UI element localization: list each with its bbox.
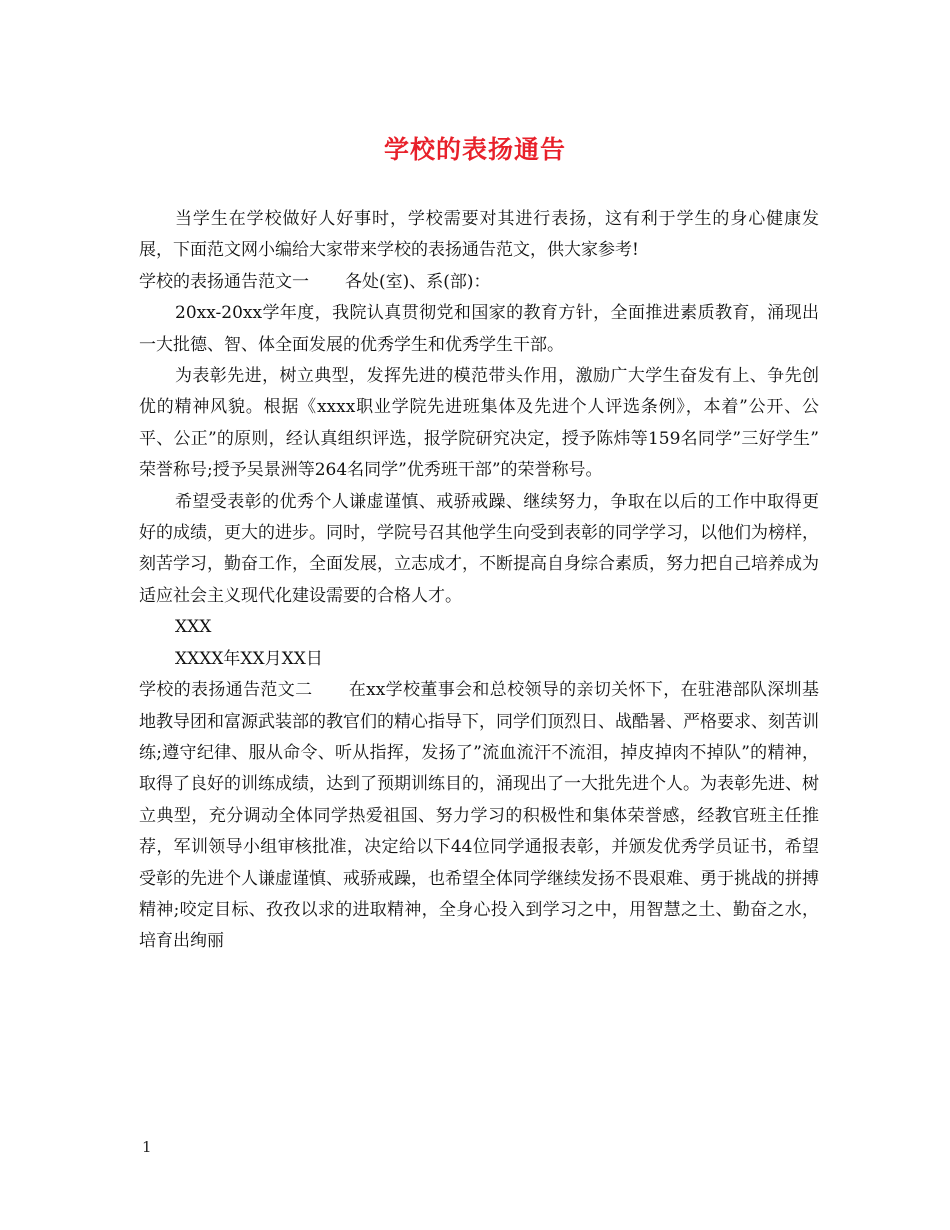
sample1-signature: XXX: [175, 617, 212, 638]
sample2-paragraph: [139, 675, 819, 958]
sample1-heading: 学校的表扬通告范文一: [139, 271, 309, 292]
sample1-paragraph-2: 为表彰先进，树立典型，发挥先进的模范带头作用，激励广大学生奋发有上、争先创优的精神风貌。根据《xxxx职业学院先进班集体及先进个人评选条例》，本着”公开、公平、公正”的原则，经认真组织评选，报学院研究决定，授予陈炜等159名同学”三好学生” 荣誉称号;授予吴景洲等264名同学”优秀班干部”的荣誉称号。: [139, 366, 819, 481]
sample1-salutation: 各处(室)、系(部)：: [345, 271, 491, 292]
sample1-paragraph-3: 希望受表彰的优秀个人谦虚谨慎、戒骄戒躁、继续努力，争取在以后的工作中取得更好的成绩，更大的进步。同时，学院号召其他学生向受到表彰的同学学习，以他们为榜样，刻苦学习，勤奋工作，全面发展，立志成才，不断提高自身综合素质，努力把自己培养成为适应社会主义现代化建设需要的合格人才。: [139, 491, 819, 606]
sample1-heading-line: [139, 267, 819, 298]
page-number: 1: [142, 1138, 152, 1156]
sample1-paragraph-1: 20xx-20xx学年度，我院认真贯彻党和国家的教育方针，全面推进素质教育，涌现出一大批德、智、体全面发展的优秀学生和优秀学生干部。: [139, 303, 819, 355]
document-title: 学校的表扬通告: [383, 135, 566, 164]
sample2-text: 在xx学校董事会和总校领导的亲切关怀下，在驻港部队深圳基地教导团和富源武装部的教官们的精心指导下，同学们顶烈日、战酷暑、严格要求、刻苦训练;遵守纪律、服从命令、听从指挥，发扬了”流血流汗不流泪，掉皮掉肉不掉队”的精神，取得了良好的训练成绩，达到了预期训练目的，涌现出了一大批先进个人。为表彰先进、树立典型，充分调动全体同学热爱祖国、努力学习的积极性和集体荣誉感，经教官班主任推荐，军训领导小组审核批准，决定给以下44位同学通报表彰，并颁发优秀学员证书，希望受彰的先进个人谦虚谨慎、戒骄戒躁，也希望全体同学继续发扬不畏艰难、勇于挑战的拼搏精神;咬定目标、孜孜以求的进取精神，全身心投入到学习之中，用智慧之土、勤奋之水，培育出绚丽: [139, 680, 819, 952]
document-body: [139, 204, 819, 958]
sample1-date: XXXX年XX月XX日: [175, 648, 323, 669]
intro-paragraph: 当学生在学校做好人好事时，学校需要对其进行表扬，这有利于学生的身心健康发展，下面范文网小编给大家带来学校的表扬通告范文，供大家参考!: [139, 209, 819, 261]
sample2-heading: 学校的表扬通告范文二: [139, 680, 313, 701]
